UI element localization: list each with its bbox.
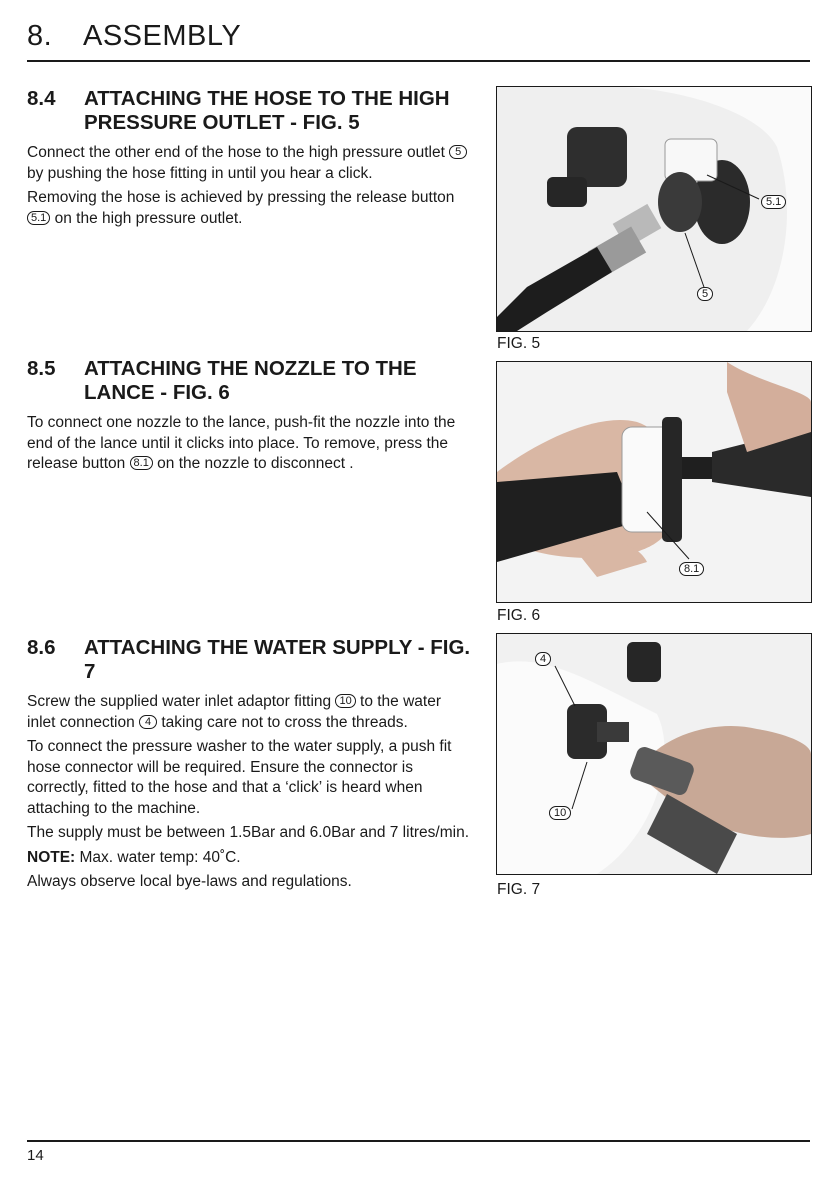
section-heading [27,87,472,135]
header-rule [27,60,810,62]
paragraph: Connect the other end of the hose to the high pressure outlet 5 by pushing the hose fitting in until you hear a click. [27,143,472,184]
paragraph: Screw the supplied water inlet adaptor fitting 10 to the water inlet connection 4 taking care not to cross the threads. [27,693,441,731]
figure-callout: 4 [535,652,551,666]
section-heading [27,636,472,684]
figure-callout: 5.1 [761,195,786,209]
callout-ref: 10 [335,694,355,708]
hose-outlet-illustration [497,87,811,331]
figure-7-photo [496,633,812,875]
figure-callout: 5 [697,287,713,301]
figure-6-photo [496,361,812,603]
figure-caption: FIG. 6 [497,607,541,624]
figure-caption: FIG. 5 [497,335,541,352]
section-8-4 [27,87,472,233]
section-number: 8.6 [27,636,56,659]
callout-ref: 4 [139,715,157,729]
callout-ref: 5.1 [27,211,50,225]
callout-ref: 5 [449,145,467,159]
figure-5-photo [496,86,812,332]
chapter-title [27,20,241,53]
callout-ref: 8.1 [130,456,153,470]
paragraph: To connect the pressure washer to the water supply, a push fit hose connector will be required. Ensure the connector is correctly, fitted to the hose and that a ‘click’ is heard when attaching to the machine. [27,738,452,817]
footer-rule [27,1140,810,1142]
page-number: 14 [27,1147,44,1164]
chapter-name: ASSEMBLY [83,20,242,52]
section-8-5 [27,357,472,479]
paragraph: Always observe local bye-laws and regulations. [27,873,352,890]
section-heading [27,357,472,405]
figure-callout: 8.1 [679,562,704,576]
section-number: 8.5 [27,357,56,380]
section-8-6 [27,636,472,897]
paragraph: Removing the hose is achieved by pressing the release button 5.1 on the high pressure outlet. [27,189,455,227]
chapter-number: 8. [27,20,53,52]
note: NOTE: Max. water temp: 40˚C. [27,848,241,866]
section-title: ATTACHING THE NOZZLE TO THE LANCE - FIG. 6 [84,357,417,404]
paragraph: To connect one nozzle to the lance, push-fit the nozzle into the end of the lance until it clicks into place. To remove, press the release button 8.1 on the nozzle to disconnect . [27,414,456,472]
figure-caption: FIG. 7 [497,881,541,898]
section-number: 8.4 [27,87,56,110]
note-label: NOTE: [27,848,76,866]
section-title: ATTACHING THE WATER SUPPLY - FIG. 7 [84,636,471,683]
water-supply-illustration [497,634,811,874]
section-title: ATTACHING THE HOSE TO THE HIGH PRESSURE OUTLET - FIG. 5 [84,87,450,134]
nozzle-lance-illustration [497,362,811,602]
figure-callout: 10 [549,806,571,820]
paragraph: The supply must be between 1.5Bar and 6.0Bar and 7 litres/min. [27,824,469,841]
